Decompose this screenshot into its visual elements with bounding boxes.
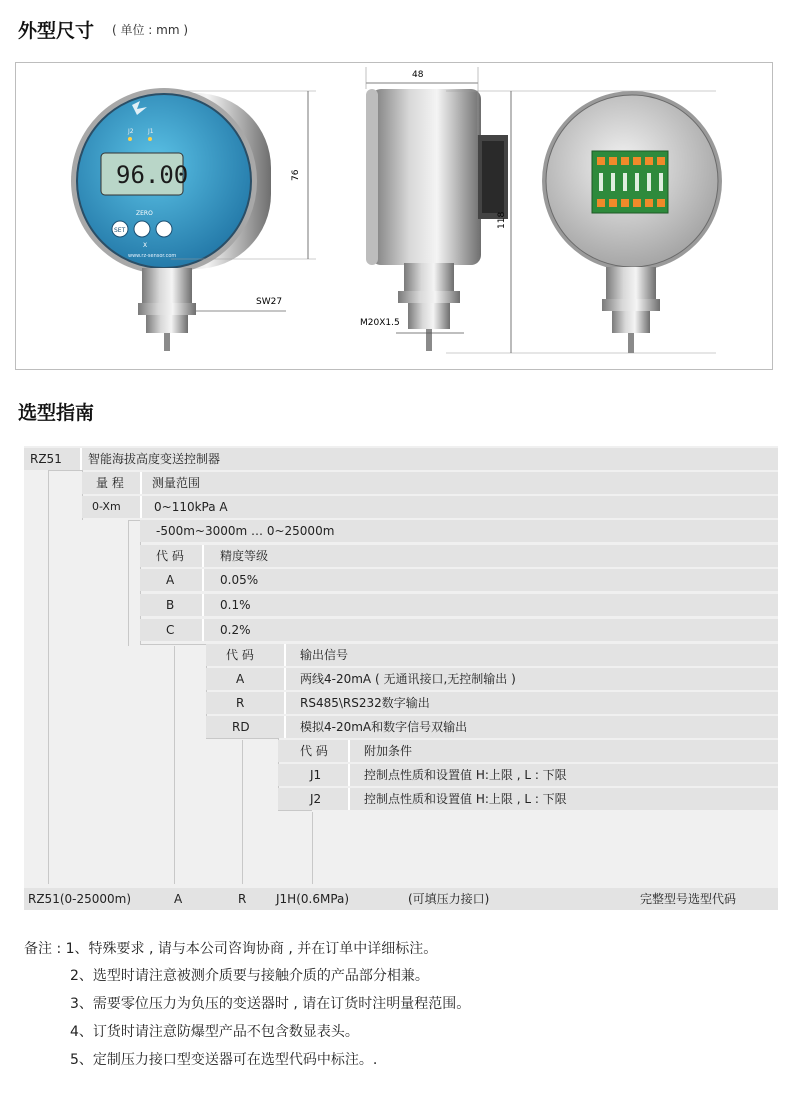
table-row [206, 668, 778, 690]
option-code-header: 代 码 [300, 744, 328, 758]
front-view [71, 88, 316, 351]
accuracy-value: 0.2% [220, 623, 251, 637]
accuracy-code: B [166, 598, 175, 612]
range-value: 0~110kPa A [154, 500, 228, 514]
output-code: A [236, 672, 245, 686]
table-row [24, 448, 778, 470]
unit-label: ( 单位 : mm ) [112, 23, 189, 37]
accuracy-header: 精度等级 [220, 549, 269, 563]
accuracy-value: 0.05% [220, 573, 259, 587]
dimension-drawing [16, 63, 772, 369]
display-value: 96.00 [116, 161, 189, 189]
example-full-label: 完整型号选型代码 [640, 892, 737, 906]
range-code: 0-Xm [92, 500, 121, 513]
example-accuracy: A [174, 892, 183, 906]
height-76-dimension: 76 [291, 169, 301, 181]
table-row [140, 569, 778, 591]
table-row [140, 594, 778, 616]
note-item: 备注 : 1、特殊要求 , 请与本公司咨询协商 , 并在订单中详细标注。 [24, 941, 438, 957]
led-j1-label: J1 [148, 128, 154, 135]
set-button-label: SET [114, 227, 126, 234]
altitude-range: -500m~3000m … 0~25000m [156, 524, 335, 538]
output-value: 两线4-20mA ( 无通讯接口,无控制输出 ) [300, 672, 516, 686]
table-row [278, 764, 778, 786]
accuracy-code: C [166, 623, 175, 637]
page-title: 外型尺寸 [18, 20, 95, 42]
range-header: 量 程 [96, 476, 124, 490]
note-item: 3、需要零位压力为负压的变送器时 , 请在订货时注明量程范围。 [70, 996, 471, 1012]
height-118-dimension: 118 [497, 211, 507, 229]
option-code: J1 [310, 768, 322, 782]
note-item: 2、选型时请注意被测介质要与接触介质的产品部分相兼。 [70, 968, 429, 984]
accuracy-code-header: 代 码 [156, 549, 184, 563]
output-code: R [236, 696, 245, 710]
led-j2-label: J2 [128, 128, 134, 135]
note-item: 5、定制压力接口型变送器可在选型代码中标注。. [70, 1052, 378, 1068]
output-value: 模拟4-20mA和数字信号双输出 [300, 720, 468, 734]
example-note: (可填压力接口) [408, 892, 490, 906]
table-row [140, 545, 778, 567]
example-model: RZ51(0-25000m) [28, 892, 132, 906]
table-row [82, 472, 778, 494]
table-row [140, 619, 778, 641]
model-code: RZ51 [30, 452, 62, 466]
example-model-row [24, 888, 778, 910]
option-code: J2 [310, 792, 322, 806]
table-row [278, 740, 778, 762]
table-row [206, 644, 778, 666]
output-code: RD [232, 720, 250, 734]
accuracy-code: A [166, 573, 175, 587]
zero-label: ZERO [136, 210, 153, 217]
selection-title: 选型指南 [18, 402, 95, 424]
example-option: J1H(0.6MPa) [276, 892, 350, 906]
table-row [206, 692, 778, 714]
accuracy-value: 0.1% [220, 598, 251, 612]
note-item: 4、订货时请注意防爆型产品不包含数显表头。 [70, 1024, 359, 1040]
output-code-header: 代 码 [226, 648, 254, 662]
table-row [278, 788, 778, 810]
example-output: R [238, 892, 247, 906]
table-row [140, 520, 778, 542]
width-48-dimension: 48 [412, 70, 424, 80]
website-label: www.rz-sensor.com [128, 253, 177, 259]
output-header: 输出信号 [300, 648, 349, 662]
option-value: 控制点性质和设置值 H:上限 , L : 下限 [364, 768, 567, 782]
table-row [82, 496, 778, 518]
x-label: X [143, 242, 148, 249]
model-name: 智能海拔高度变送控制器 [88, 452, 221, 466]
thread-dimension: M20X1.5 [360, 318, 400, 328]
option-header: 附加条件 [364, 744, 413, 758]
option-value: 控制点性质和设置值 H:上限 , L : 下限 [364, 792, 567, 806]
back-view [542, 91, 722, 353]
measure-range-header: 测量范围 [152, 476, 201, 490]
sw-dimension: SW27 [256, 297, 283, 307]
table-row [206, 716, 778, 738]
dimension-figure [15, 62, 773, 370]
output-value: RS485\RS232数字输出 [300, 696, 430, 710]
